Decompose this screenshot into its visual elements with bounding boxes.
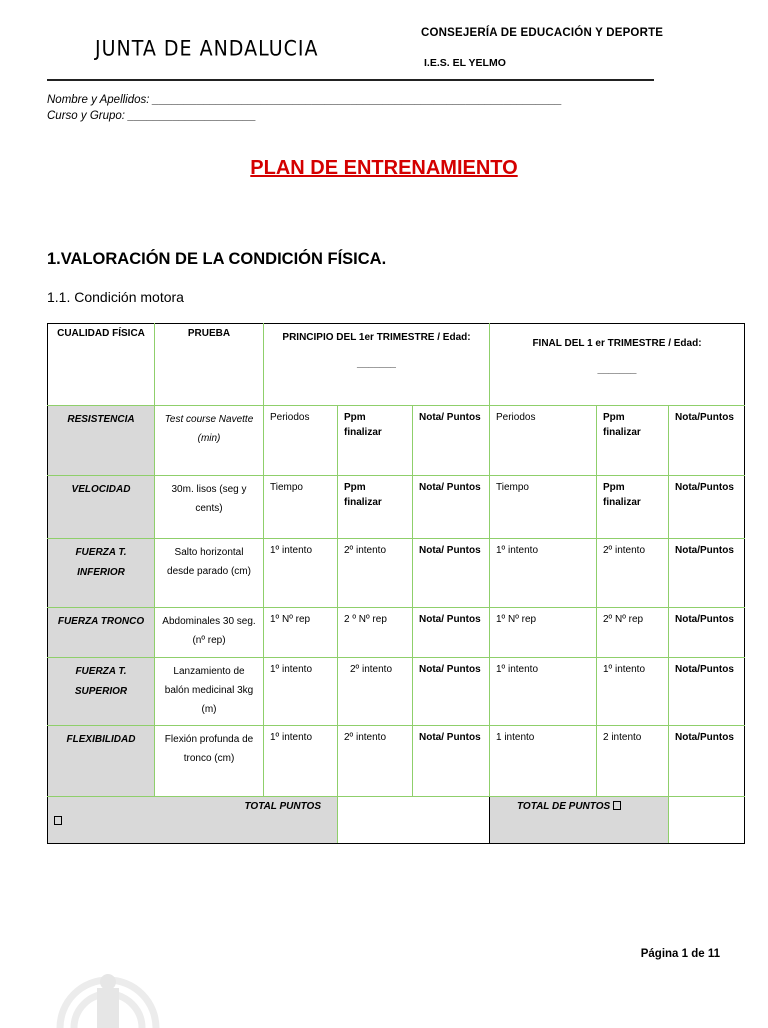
final-col1: Tiempo [490, 476, 597, 539]
total-puntos-label: TOTAL PUNTOS [244, 801, 321, 812]
checkbox-symbol-icon [54, 816, 62, 825]
final-col3: Nota/Puntos [669, 726, 745, 797]
final-col2: 2º Nº rep [597, 608, 669, 658]
school-label: I.E.S. EL YELMO [424, 57, 506, 69]
table-row [48, 726, 745, 797]
table-header-row [48, 324, 745, 406]
principio-col3: Nota/ Puntos [413, 406, 490, 476]
principio-col1: 1º intento [264, 726, 338, 797]
header-final-text: FINAL DEL 1 er TRIMESTRE / Edad: [532, 338, 702, 349]
cualidad-cell: FUERZA T. SUPERIOR [48, 658, 155, 726]
final-col3: Nota/Puntos [669, 406, 745, 476]
principio-col3: Nota/ Puntos [413, 608, 490, 658]
final-col1: 1º Nº rep [490, 608, 597, 658]
table-row [48, 608, 745, 658]
header-principio [264, 324, 490, 406]
header-divider [47, 79, 654, 81]
prueba-cell: Salto horizontal desde parado (cm) [155, 539, 264, 608]
final-col3: Nota/Puntos [669, 608, 745, 658]
cualidad-cell: FUERZA TRONCO [48, 608, 155, 658]
principio-col1: Periodos [264, 406, 338, 476]
course-field: Curso y Grupo: ____________________ [47, 110, 257, 122]
total-row [48, 797, 745, 844]
cualidad-cell: FUERZA T. INFERIOR [48, 539, 155, 608]
header-principio-text: PRINCIPIO DEL 1er TRIMESTRE / Edad: [282, 332, 471, 343]
header-principio-blank: _______ [357, 358, 396, 369]
final-col1: 1º intento [490, 539, 597, 608]
final-col1: 1º intento [490, 658, 597, 726]
principio-col1: 1º intento [264, 539, 338, 608]
principio-col2: 2º intento [338, 658, 413, 726]
final-col2: 1º intento [597, 658, 669, 726]
final-col2: 2 intento [597, 726, 669, 797]
principio-col2: Ppm finalizar [338, 476, 413, 539]
logo-text: JUNTA DE ANDALUCIA [95, 36, 319, 62]
name-field: Nombre y Apellidos: ________________________________________________________________ [47, 94, 563, 106]
principio-col3: Nota/ Puntos [413, 476, 490, 539]
section-heading: 1.VALORACIÓN DE LA CONDICIÓN FÍSICA. [47, 250, 387, 268]
consejeria-label: CONSEJERÍA DE EDUCACIÓN Y DEPORTE [421, 27, 664, 39]
header-prueba: PRUEBA [155, 324, 264, 406]
total-final-value [669, 797, 745, 844]
header-cualidad: CUALIDAD FÍSICA [48, 324, 155, 406]
page-title: PLAN DE ENTRENAMIENTO [250, 157, 518, 179]
total-principio-value [338, 797, 490, 844]
checkbox-symbol-icon [613, 801, 621, 810]
prueba-cell: Abdominales 30 seg. (nº rep) [155, 608, 264, 658]
principio-col3: Nota/ Puntos [413, 658, 490, 726]
final-col1: Periodos [490, 406, 597, 476]
table-row [48, 406, 745, 476]
total-de-puntos-label: TOTAL DE PUNTOS [517, 801, 611, 812]
page-number: Página 1 de 11 [640, 948, 720, 960]
principio-col1: 1º Nº rep [264, 608, 338, 658]
total-puntos-cell [48, 797, 338, 844]
header-final [490, 324, 745, 406]
total-de-puntos-cell [490, 797, 669, 844]
final-col2: Ppm finalizar [597, 406, 669, 476]
principio-col1: 1º intento [264, 658, 338, 726]
prueba-cell: Lanzamiento de balón medicinal 3kg (m) [155, 658, 264, 726]
final-col2: 2º intento [597, 539, 669, 608]
principio-col3: Nota/ Puntos [413, 726, 490, 797]
final-col3: Nota/Puntos [669, 658, 745, 726]
principio-col2: 2 º Nº rep [338, 608, 413, 658]
final-col1: 1 intento [490, 726, 597, 797]
cualidad-cell: FLEXIBILIDAD [48, 726, 155, 797]
junta-watermark-icon [52, 938, 162, 1028]
principio-col2: 2º intento [338, 726, 413, 797]
header-final-blank: _______ [597, 364, 637, 375]
principio-col1: Tiempo [264, 476, 338, 539]
fitness-table [47, 323, 745, 844]
final-col2: Ppm finalizar [597, 476, 669, 539]
final-col3: Nota/Puntos [669, 476, 745, 539]
prueba-cell: Flexión profunda de tronco (cm) [155, 726, 264, 797]
cualidad-cell: VELOCIDAD [48, 476, 155, 539]
cualidad-cell: RESISTENCIA [48, 406, 155, 476]
table-row [48, 476, 745, 539]
principio-col2: 2º intento [338, 539, 413, 608]
subsection-heading: 1.1. Condición motora [47, 289, 184, 305]
prueba-cell: 30m. lisos (seg y cents) [155, 476, 264, 539]
table-row [48, 539, 745, 608]
principio-col3: Nota/ Puntos [413, 539, 490, 608]
prueba-cell: Test course Navette (min) [155, 406, 264, 476]
principio-col2: Ppm finalizar [338, 406, 413, 476]
table-row [48, 658, 745, 726]
final-col3: Nota/Puntos [669, 539, 745, 608]
